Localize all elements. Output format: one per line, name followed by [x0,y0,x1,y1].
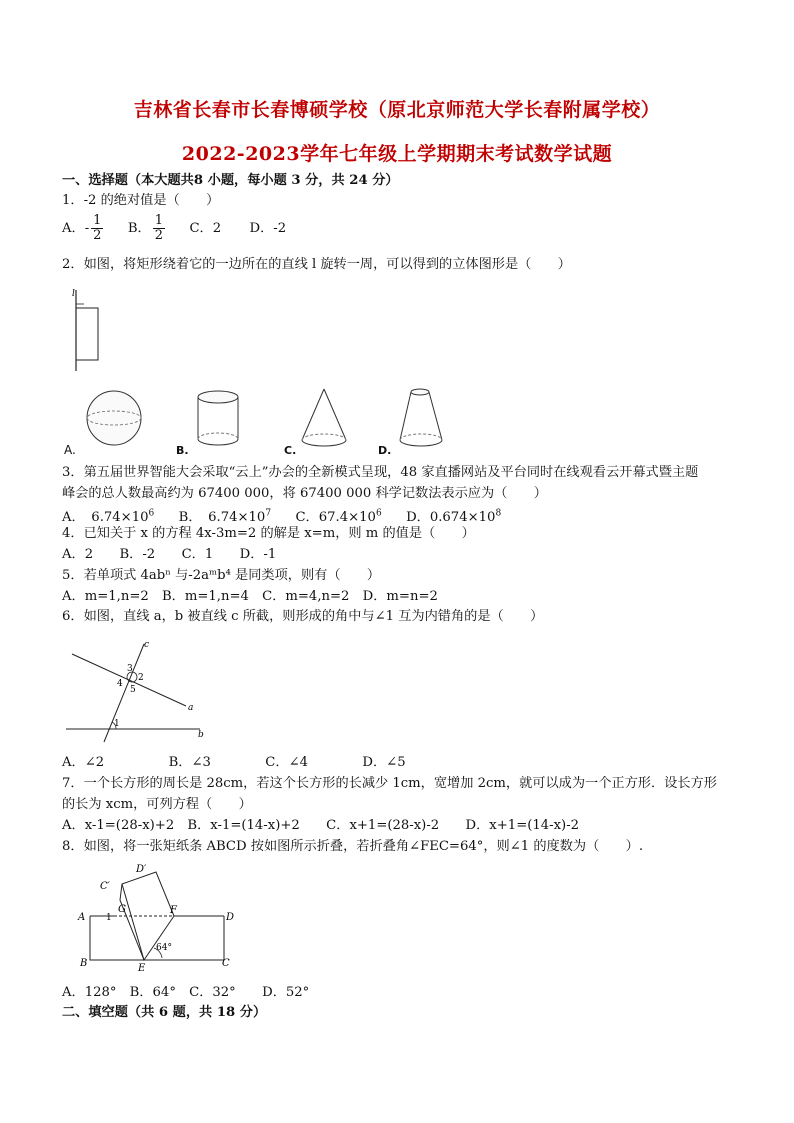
q3-option-d [406,510,501,525]
q6-label-5: 5 [130,685,136,695]
q6-transversal-figure [64,636,204,746]
q8-label-b: B [80,958,88,969]
q6-label-a: a [188,703,194,713]
q3-option-c-base: C．67.4×10 [295,510,376,526]
exam-title-subject: 2022-2023学年七年级上学期期末考试数学试题 [181,143,613,165]
q2-option-d-label: D. [378,444,392,457]
q3-option-a [62,510,154,525]
q7-stem-line2: 的长为 xcm，可列方程（ ） [62,797,252,812]
q3-option-b [179,510,271,525]
q6-option-c: C．∠4 [265,755,309,770]
q3-option-b-exp: 7 [265,509,272,519]
q1-option-a-fraction [91,214,103,243]
q8-stem: 8．如图，将一张矩纸条 ABCD 按如图所示折叠，若折叠角∠FEC=64°，则∠1 的度数为（ ）. [62,839,644,854]
q1-option-d: D．-2 [249,221,287,236]
q1-option-a-den: 2 [93,228,102,243]
q3-option-c [295,510,381,525]
q2-rectangle [76,308,98,360]
q2-stem: 2．如图，将矩形绕着它的一边所在的直线 l 旋转一周，可以得到的立体图形是（ ） [62,257,571,272]
q8-label-c1: C′ [100,881,110,892]
q3-option-b-base: B． 6.74×10 [178,510,266,526]
q8-label-c: C [222,958,230,969]
q6-label-3: 3 [127,664,133,674]
exam-title-school: 吉林省长春市长春博硕学校（原北京师范大学长春附属学校） [133,99,661,121]
q6-options [62,754,406,772]
q1-option-a-num: 1 [93,213,102,228]
q8-edge-c1e [122,884,144,960]
q8-label-d1: D′ [136,864,147,875]
q6-option-a: A．∠2 [62,755,105,770]
section-2-heading: 二、填空题（共 6 题，共 18 分） [62,1005,267,1020]
q2-rectangle-figure [66,286,116,376]
q6-stem: 6．如图，直线 a，b 被直线 c 所截，则形成的角中与∠1 互为内错角的是（ ） [62,609,544,624]
q1-options [62,214,286,243]
q8-options: A．128° B．64° C．32° D．52° [62,985,310,1000]
q3-stem-line1: 3．第五届世界智能大会采取“云上”办会的全新模式呈现，48 家直播网站及平台同时在线观看云开幕式暨主题 [62,465,699,480]
q1-option-b-fraction [153,214,165,243]
q7-options: A．x-1=(28-x)+2 B．x-1=(14-x)+2 C．x+1=(28-x)-2 D．x+1=(14-x)-2 [62,818,580,833]
q1-option-b-prefix: B． [127,221,151,236]
q6-label-1: 1 [114,719,120,729]
q8-label-e: E [138,963,146,972]
q2-frustum [400,389,442,446]
q2-sphere [87,391,141,445]
q1-option-c: C．2 [189,221,222,236]
q6-option-d: D．∠5 [362,755,406,770]
q6-option-b: B．∠3 [168,755,211,770]
q1-option-a-prefix: A．- [62,221,90,236]
q3-stem-line2: 峰会的总人数最高约为 67400 000，将 67400 000 科学记数法表示应为（ ） [62,486,547,501]
q8-label-a: A [78,912,86,923]
q4-stem: 4．已知关于 x 的方程 4x-3m=2 的解是 x=m，则 m 的值是（ ） [62,526,475,541]
q2-option-c-label: C. [284,444,297,457]
q2-label-l: l [72,289,75,299]
q8-label-1: 1 [106,913,112,923]
q8-folding-figure [74,860,244,972]
q6-label-b: b [198,730,204,740]
q6-label-c: c [144,640,150,650]
q8-label-angle: 64° [156,943,172,953]
q4-options: A．2 B．-2 C．1 D．-1 [62,547,277,562]
q3-option-a-exp: 6 [148,509,155,519]
section-1-heading: 一、选择题（本大题共8 小题，每小题 3 分，共 24 分） [62,173,399,188]
q1-option-b-num: 1 [154,213,164,228]
q2-cylinder [198,391,238,445]
q3-option-d-base: D．0.674×10 [406,510,496,526]
q1-stem: 1．-2 的绝对值是（ ） [62,193,220,208]
q7-stem-line1: 7．一个长方形的周长是 28cm，若这个长方形的长减少 1cm，宽增加 2cm，就可以成为一个正方形．设长方形 [62,776,717,791]
q5-options: A．m=1,n=2 B．m=1,n=4 C．m=4,n=2 D．m=n=2 [62,589,438,604]
q3-option-d-exp: 8 [495,509,502,519]
q3-option-a-base: A． 6.74×10 [62,510,149,526]
q2-solid-figures [80,385,460,453]
q8-label-g: G [118,904,126,915]
q6-label-2: 2 [138,673,144,683]
q1-option-b-den: 2 [154,228,164,243]
q8-label-d: D [226,912,235,923]
q6-line-c [104,644,144,742]
q2-cone [302,389,346,446]
q2-option-a-label: A. [64,443,76,457]
q3-option-c-exp: 6 [375,509,382,519]
q2-option-b-label: B. [176,444,189,457]
q5-stem: 5．若单项式 4abⁿ 与-2aᵐb⁴ 是同类项，则有（ ） [62,568,381,583]
q6-label-4: 4 [117,679,123,689]
q8-label-f: F [170,905,177,916]
